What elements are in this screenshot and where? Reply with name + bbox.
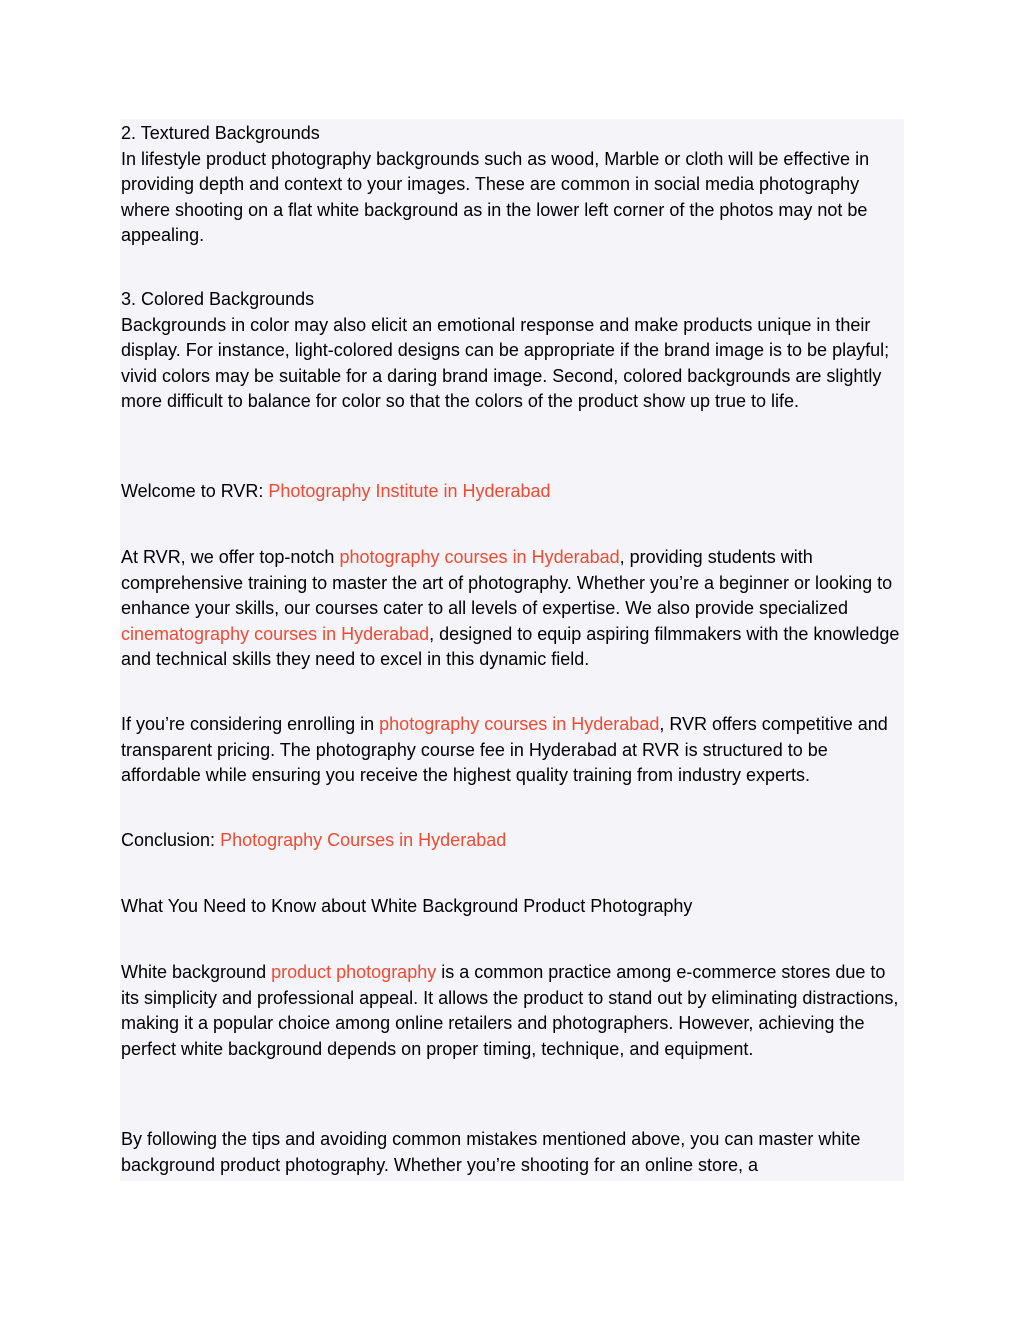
- photography-courses-link[interactable]: photography courses in Hyderabad: [379, 714, 660, 734]
- textured-backgrounds-section: [121, 121, 904, 249]
- enrolling-paragraph: [121, 712, 904, 789]
- welcome-paragraph: [121, 479, 904, 505]
- colored-backgrounds-section: [121, 287, 904, 415]
- offer-text: , providing students with comprehensive training to master the art of photography. Whether you’re a beginner or looking to enhance your skills, our courses cater to all levels of expertise. We also provide specialized: [121, 547, 893, 618]
- white-background-paragraph: [121, 960, 904, 1062]
- white-background-heading: What You Need to Know about White Background Product Photography: [121, 896, 693, 916]
- photography-courses-link[interactable]: photography courses in Hyderabad: [339, 547, 620, 567]
- section-body: In lifestyle product photography backgrounds such as wood, Marble or cloth will be effective in providing depth and context to your images. These are common in social media photography where shooting on a flat white background as in the lower left corner of the photos may not be appealing.: [121, 148, 870, 245]
- closing-paragraph: By following the tips and avoiding common mistakes mentioned above, you can master white background product photography. Whether you’re shooting for an online store, a: [121, 1129, 861, 1175]
- document-page: [120, 119, 904, 1181]
- cinematography-courses-link[interactable]: cinematography courses in Hyderabad: [121, 623, 430, 644]
- section-heading: 3. Colored Backgrounds: [121, 289, 315, 309]
- offer-text: At RVR, we offer top-notch: [121, 547, 340, 567]
- product-photography-link[interactable]: product photography: [271, 962, 437, 982]
- enrolling-text: , RVR offers competitive and transparent pricing. The photography course fee in Hyderabad at RVR is structured to be affordable while ensuring you receive the highest quality training from industry experts.: [121, 714, 888, 785]
- offer-text: , designed to equip aspiring filmmakers with the knowledge and technical skills they need to excel in this dynamic field.: [121, 623, 900, 669]
- white-background-text: is a common practice among e-commerce stores due to its simplicity and professional appeal. It allows the product to stand out by eliminating distractions, making it a popular choice among online retailers and photographers. However, achieving the perfect white background depends on proper timing, technique, and equipment.: [121, 962, 899, 1059]
- institute-link[interactable]: Photography Institute in Hyderabad: [268, 481, 551, 501]
- enrolling-text: If you’re considering enrolling in: [121, 714, 380, 734]
- section-body: Backgrounds in color may also elicit an emotional response and make products unique in their display. For instance, light-colored designs can be appropriate if the brand image is to be playful; vivid colors may be suitable for a daring brand image. Second, colored backgrounds are slightly more difficult to balance for color so that the colors of the product show up true to life.: [121, 314, 890, 411]
- welcome-text: Welcome to RVR:: [121, 481, 269, 501]
- white-background-text: White background: [121, 962, 272, 982]
- conclusion-paragraph: [121, 828, 904, 854]
- offer-paragraph: [121, 545, 904, 673]
- conclusion-text: Conclusion:: [121, 830, 221, 850]
- section-heading: 2. Textured Backgrounds: [121, 123, 320, 143]
- conclusion-link[interactable]: Photography Courses in Hyderabad: [220, 830, 507, 850]
